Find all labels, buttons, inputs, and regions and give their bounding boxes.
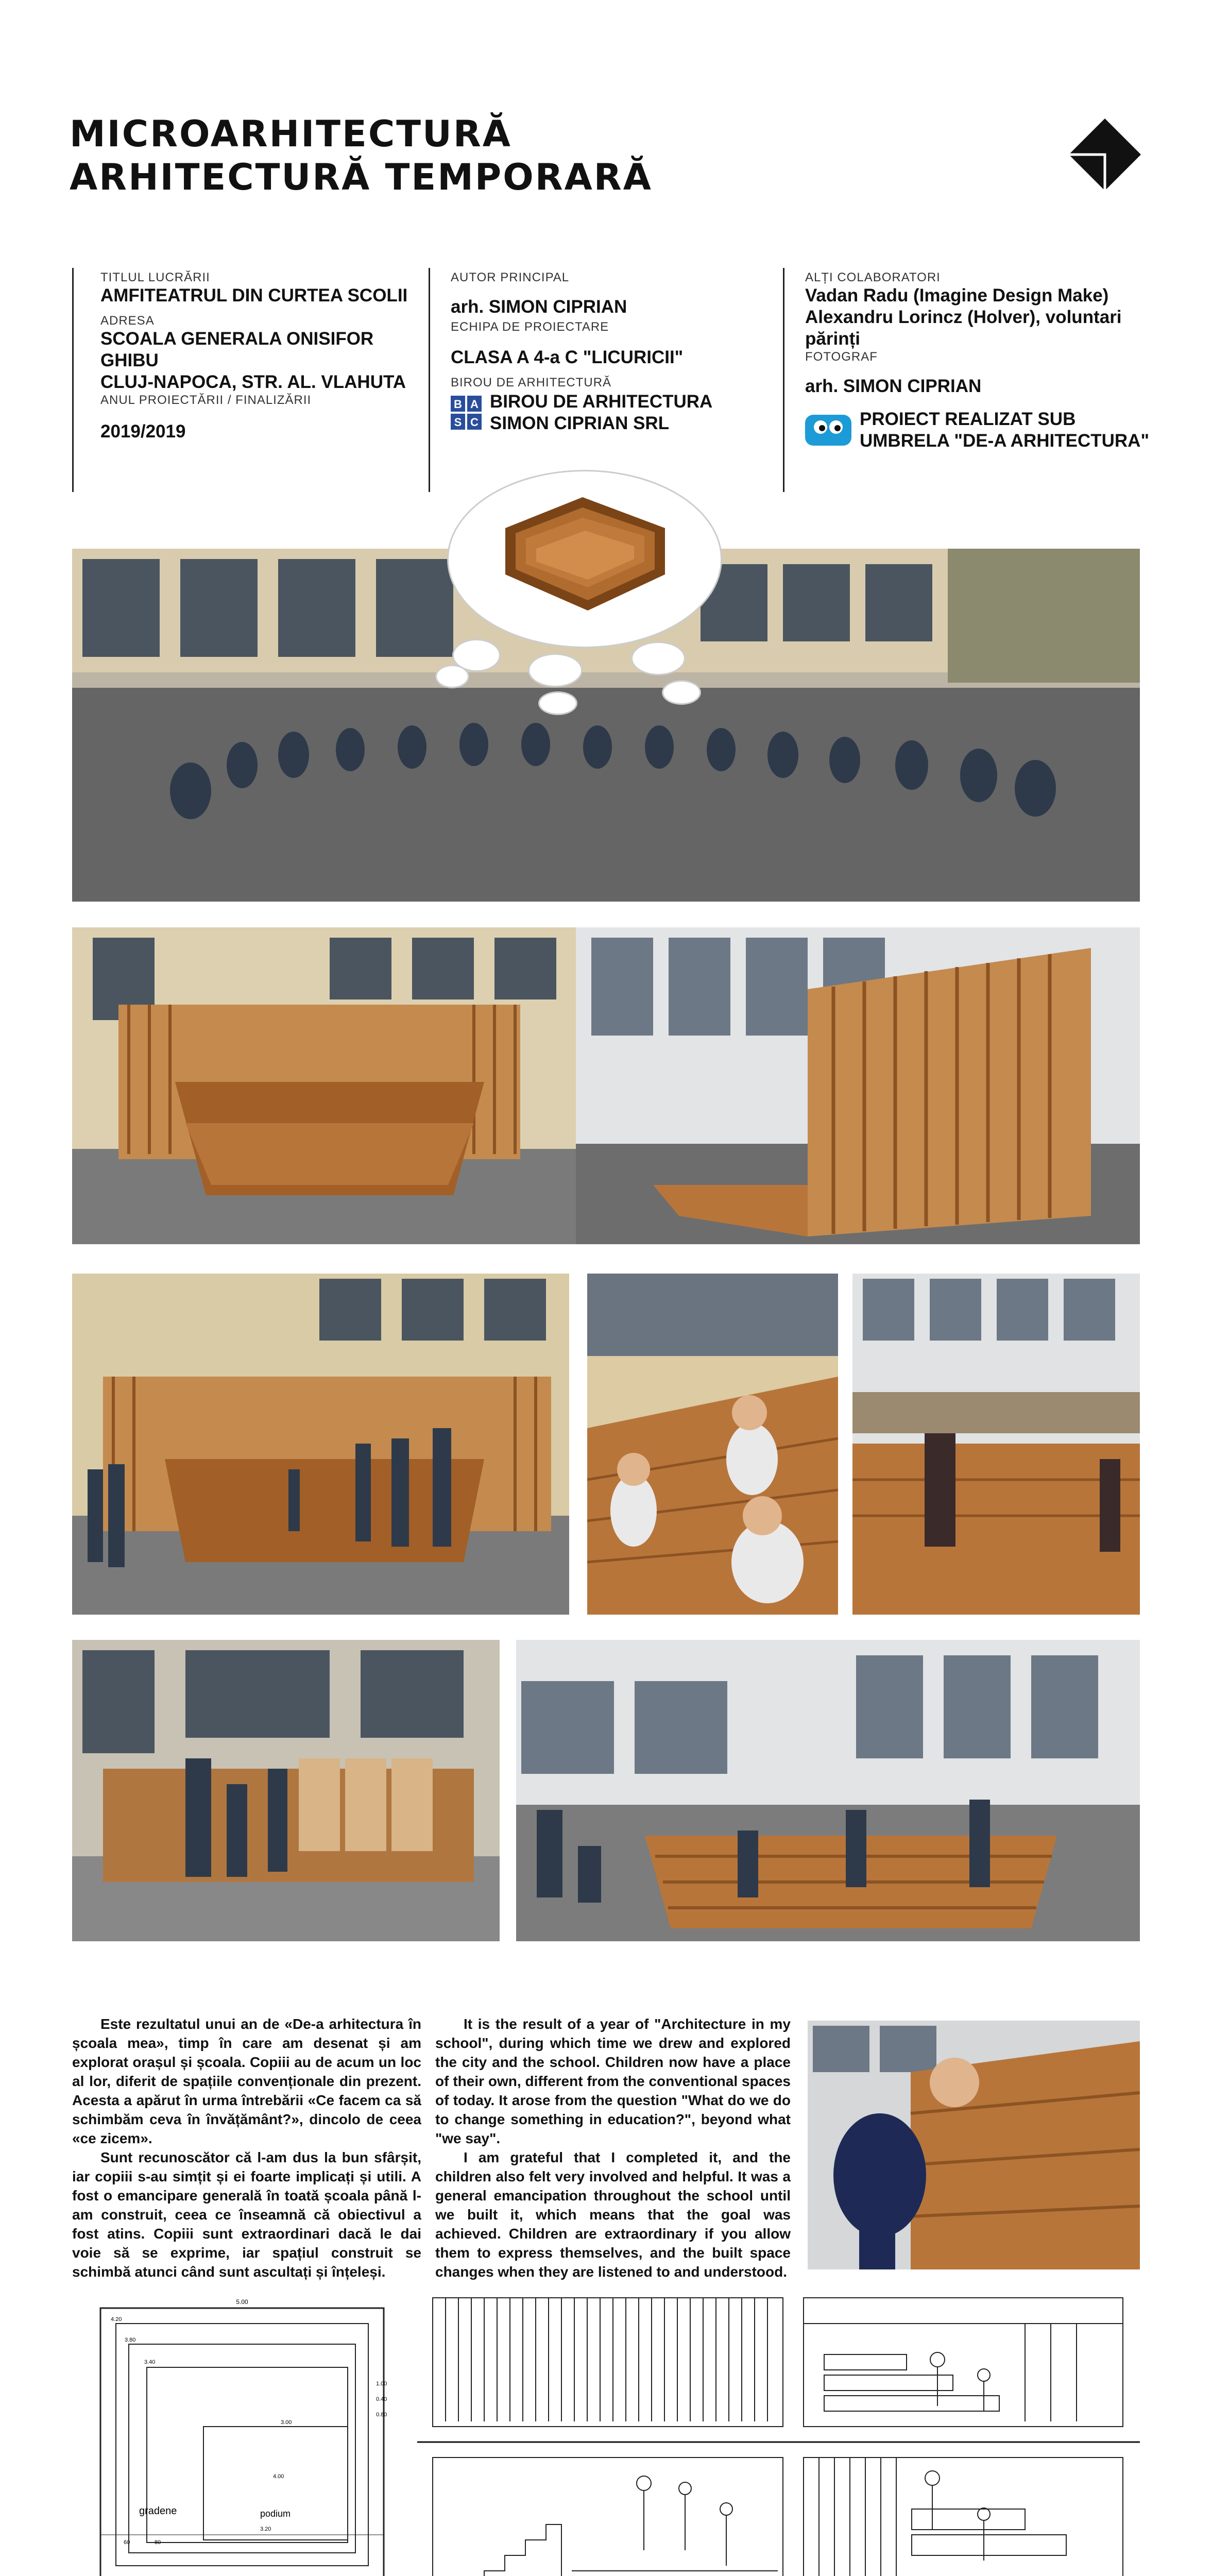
project-umbrella-line1: PROIECT REALIZAT SUB <box>860 409 1076 429</box>
de-a-arhitectura-logo-icon <box>805 412 851 449</box>
info-divider-3 <box>783 268 784 492</box>
svg-text:B: B <box>454 398 462 411</box>
amphitheatre-model-render <box>449 471 721 647</box>
section-1 <box>433 2458 783 2576</box>
thought-bubble-small-2 <box>528 653 583 687</box>
poster-title-line1: MICROARHITECTURĂ <box>70 113 512 155</box>
project-year: 2019/2019 <box>100 421 186 442</box>
plan-dim-60: 60 <box>124 2539 130 2546</box>
romanian-paragraph-2: Sunt recunoscător că l-am dus la bun sfârșit, iar copiii s-au simțit și ei foarte implicați și utili. A fost o emancipare generală în toată școala până l-am construit, ceea ce înseamnă că obiectivul a fost atins. Copiii sunt extraordinari dacă le dai voie să se exprime, iar spațiul construit se schimbă atunci când sunt ascultați și înțeleși. <box>72 2149 421 2280</box>
info-column-work <box>100 270 415 443</box>
de-a-arhitectura-row <box>805 409 1166 452</box>
plan-dim-0-40: 0.40 <box>376 2396 387 2402</box>
section-2 <box>804 2458 1123 2576</box>
drawing-elevations-sections <box>417 2293 1140 2576</box>
work-title: AMFITEATRUL DIN CURTEA SCOLII <box>100 285 408 306</box>
design-team: CLASA A 4-a C "LICURICII" <box>451 347 684 367</box>
plan-dim-3-40: 3.40 <box>144 2359 156 2365</box>
collaborators-line2: Alexandru Lorincz (Holver), voluntari părinți <box>805 307 1122 349</box>
thought-bubble-small-5 <box>538 691 577 715</box>
plan-label-gradene: gradene <box>139 2505 177 2517</box>
text-block-romanian <box>72 2014 421 2281</box>
label-author: AUTOR PRINCIPAL <box>451 270 570 284</box>
photo-child-sanding-wood <box>808 2021 1140 2269</box>
thought-bubble-small-6 <box>662 680 701 705</box>
svg-text:C: C <box>470 416 479 429</box>
plan-dim-4-00: 4.00 <box>273 2473 284 2480</box>
plan-dim-4-20: 4.20 <box>111 2316 122 2323</box>
svg-text:S: S <box>454 416 462 429</box>
elevation-1 <box>433 2298 783 2427</box>
photo-children-visitors <box>72 1274 569 1615</box>
plan-dim-3-80: 3.80 <box>125 2337 136 2343</box>
office-logo-icon <box>451 396 482 430</box>
project-umbrella-line2: UMBRELA "DE-A ARHITECTURA" <box>860 431 1150 451</box>
thought-bubble-small-4 <box>435 665 469 688</box>
label-photographer: FOTOGRAF <box>805 350 878 364</box>
text-block-english <box>435 2014 791 2281</box>
plan-dim-1-00: 1.00 <box>376 2381 387 2387</box>
english-paragraph-2: I am grateful that I completed it, and the children also felt very involved and helpful. It was a general emancipation throughout the school until we built it, which means that the goal was achieved. Children are extraordinary if you allow them to express themselves, and the built space changes when they are listened to and understood. <box>435 2149 791 2280</box>
photo-amphitheatre-side <box>576 927 1140 1244</box>
photographer-name: arh. SIMON CIPRIAN <box>805 376 982 396</box>
elevation-2 <box>804 2298 1123 2427</box>
address-line2: CLUJ-NAPOCA, STR. AL. VLAHUTA <box>100 372 406 392</box>
english-paragraph-1: It is the result of a year of "Architecture in my school", during which time we drew and explored the city and the school. Children now have a place of their own, different from the conventional spaces of today. It arose from the question "What do we do to change something in education?", beyond what "we say". <box>435 2016 791 2146</box>
collaborators-line1: Vadan Radu (Imagine Design Make) <box>805 285 1109 306</box>
architecture-diamond-logo <box>1066 116 1143 193</box>
plan-dim-0-80: 0.80 <box>376 2412 387 2418</box>
drawing-floor-plan <box>72 2293 412 2576</box>
photo-amphitheatre-front <box>72 927 577 1244</box>
romanian-paragraph-1: Este rezultatul unui an de «De-a arhitectura în școala mea», timp în care am desenat și am explorat orașul și școala. Copiii au de acum un loc al lor, diferit de spațiile convenționale din prezent. Acesta a apărut în urma întrebării «Ce facem ca să schimbăm ceva în învățământ?», dincolo de ceea «ce zicem». <box>72 2016 421 2146</box>
photo-teacher-on-stage <box>852 1274 1140 1615</box>
info-column-author <box>451 270 770 434</box>
label-address: ADRESA <box>100 314 155 328</box>
photo-construction-stairs <box>72 1640 500 1941</box>
plan-dim-total-width: 5.00 <box>236 2298 248 2306</box>
thought-bubble <box>447 470 722 648</box>
label-collaborators: ALȚI COLABORATORI <box>805 270 941 284</box>
info-divider-2 <box>429 268 430 492</box>
thought-bubble-small-3 <box>631 641 686 675</box>
poster-title-line2: ARHITECTURĂ TEMPORARĂ <box>70 156 653 198</box>
photo-children-playing <box>587 1274 838 1615</box>
office-name-line2: SIMON CIPRIAN SRL <box>490 413 670 433</box>
info-column-collaborators <box>805 270 1166 452</box>
office-row <box>451 391 770 434</box>
address-line1: SCOALA GENERALA ONISIFOR GHIBU <box>100 329 374 370</box>
svg-text:A: A <box>470 398 479 411</box>
label-year: ANUL PROIECTĂRII / FINALIZĂRII <box>100 393 312 407</box>
label-work-title: TITLUL LUCRĂRII <box>100 270 210 284</box>
info-divider-1 <box>72 268 74 492</box>
plan-dim-80: 80 <box>155 2539 161 2546</box>
plan-dim-3-20: 3.20 <box>260 2526 271 2532</box>
author-name: arh. SIMON CIPRIAN <box>451 297 627 317</box>
plan-dim-3-00: 3.00 <box>281 2419 292 2426</box>
photo-construction-floor <box>516 1640 1140 1941</box>
label-team: ECHIPA DE PROIECTARE <box>451 320 609 334</box>
label-office: BIROU DE ARHITECTURĂ <box>451 376 612 389</box>
plan-label-podium: podium <box>260 2509 291 2519</box>
office-name-line1: BIROU DE ARHITECTURA <box>490 392 713 412</box>
